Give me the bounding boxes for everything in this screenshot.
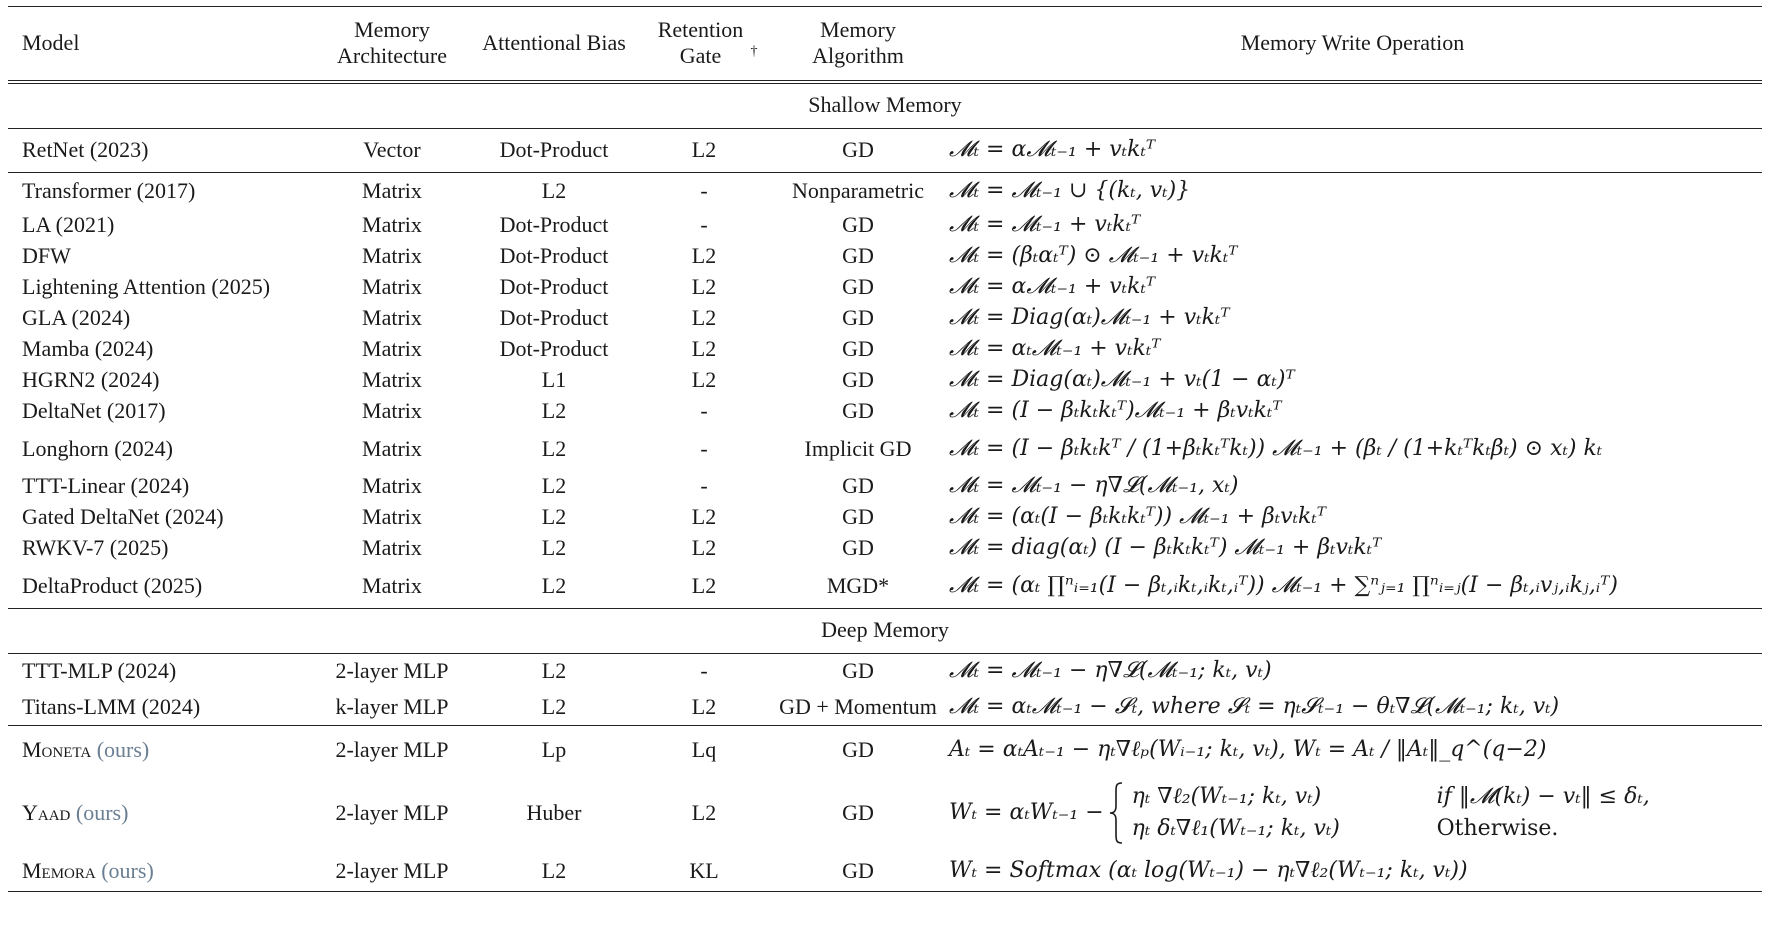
cell-write-op: 𝓜ₜ = diag(αₜ) (I − βₜkₜkₜᵀ) 𝓜ₜ₋₁ + βₜvₜkₜᵀ (949, 535, 1382, 561)
cell-model (8, 775, 311, 851)
cell-write-op: 𝓜ₜ = 𝓜ₜ₋₁ ∪ {(kₜ, vₜ)} (949, 178, 1191, 204)
cell-bias: L2 (541, 398, 567, 424)
section-title: Shallow Memory (8, 82, 1762, 129)
cell-gate: - (700, 178, 708, 204)
ours-tag: (ours) (101, 857, 154, 883)
ours-tag: (ours) (96, 737, 150, 763)
case-list (1132, 784, 1650, 843)
cell-model: Transformer (2017) (22, 178, 196, 204)
cell-algorithm: Implicit GD (804, 435, 912, 461)
cell-architecture: Vector (311, 128, 473, 172)
cell-model: Mamba (2024) (22, 336, 154, 362)
cell-architecture: 2-layer MLP (311, 851, 473, 891)
comparison-table (8, 6, 1762, 892)
table-row (8, 427, 1762, 471)
cell-bias: L2 (473, 653, 635, 689)
cell-algorithm: GD (842, 504, 874, 530)
cell-architecture: k-layer MLP (311, 689, 473, 725)
cell-architecture: Matrix (362, 367, 422, 393)
cell-bias: L2 (541, 504, 567, 530)
cell-model: HGRN2 (2024) (22, 367, 160, 393)
case-2-cond: Otherwise. (1436, 816, 1559, 841)
cell-bias: Dot-Product (499, 305, 609, 331)
header-write-op: Memory Write Operation (943, 7, 1762, 82)
piecewise-formula (949, 782, 1650, 844)
dagger-mark: † (750, 43, 758, 59)
cell-model: DeltaProduct (2025) (8, 564, 311, 608)
case-2-expr: ηₜ δₜ∇ℓ₁(Wₜ₋₁; kₜ, vₜ) (1131, 816, 1340, 841)
cell-architecture: Matrix (362, 473, 422, 499)
cell-algorithm: GD (842, 336, 874, 362)
cell-write-op: 𝓜ₜ = (I − βₜkₜkₜᵀ)𝓜ₜ₋₁ + βₜvₜkₜᵀ (949, 398, 1282, 424)
cell-algorithm: GD (842, 737, 874, 763)
cell-model: TTT-Linear (2024) (22, 473, 190, 499)
cell-bias: Dot-Product (473, 128, 635, 172)
table-row-ours (8, 851, 1762, 891)
cell-algorithm: GD (842, 473, 874, 499)
cell-model (8, 851, 311, 891)
cell-architecture: Matrix (362, 243, 422, 269)
cell-gate: Lq (691, 737, 717, 763)
cell-gate: L2 (691, 274, 717, 300)
cell-write-op: 𝓜ₜ = αₜ𝓜ₜ₋₁ − 𝓢ₜ, where 𝓢ₜ = ηₜ𝓢ₜ₋₁ − θₜ∇𝓛(𝓜ₜ₋₁; kₜ, vₜ) (943, 689, 1762, 725)
table-row (8, 653, 1762, 689)
cell-write-op: 𝓜ₜ = Diag(αₜ)𝓜ₜ₋₁ + vₜ(1 − αₜ)ᵀ (949, 367, 1295, 393)
cell-bias: Lp (541, 737, 567, 763)
cell-model: Titans-LMM (2024) (8, 689, 311, 725)
header-model: Model (8, 7, 311, 82)
cell-algorithm: GD (842, 243, 874, 269)
cell-architecture: Matrix (362, 504, 422, 530)
cell-model: Gated DeltaNet (2024) (22, 504, 224, 530)
section-deep (8, 608, 1762, 653)
cell-algorithm: GD (842, 367, 874, 393)
cell-algorithm: GD (842, 398, 874, 424)
cell-algorithm: GD (773, 851, 943, 891)
cell-gate: L2 (691, 504, 717, 530)
cell-gate: L2 (635, 564, 773, 608)
cell-algorithm: GD (842, 799, 874, 825)
cell-gate: L2 (635, 128, 773, 172)
cell-algorithm: Nonparametric (792, 178, 924, 204)
cell-algorithm: GD (773, 653, 943, 689)
cell-write-op: 𝓜ₜ = (βₜαₜᵀ) ⊙ 𝓜ₜ₋₁ + vₜkₜᵀ (949, 243, 1238, 269)
cell-gate: - (700, 398, 708, 424)
cell-write-op: 𝓜ₜ = (αₜ(I − βₜkₜkₜᵀ)) 𝓜ₜ₋₁ + βₜvₜkₜᵀ (949, 504, 1327, 530)
table-row (8, 241, 1762, 272)
cell-bias: Dot-Product (499, 243, 609, 269)
cell-write-op: Wₜ = Softmax (αₜ log(Wₜ₋₁) − ηₜ∇ℓ₂(Wₜ₋₁; kₜ, vₜ)) (943, 851, 1762, 891)
cell-algorithm: GD + Momentum (773, 689, 943, 725)
cell-model: DFW (22, 243, 71, 269)
cell-bias: L1 (541, 367, 567, 393)
cell-gate: - (700, 473, 708, 499)
cell-gate: L2 (691, 799, 717, 825)
cell-algorithm: MGD* (773, 564, 943, 608)
cell-write-op: 𝓜ₜ = αₜ𝓜ₜ₋₁ + vₜkₜᵀ (949, 336, 1161, 362)
cell-architecture: Matrix (362, 398, 422, 424)
left-brace-icon (1108, 782, 1126, 844)
table-row (8, 471, 1762, 502)
table-row (8, 128, 1762, 172)
cell-write-op (943, 775, 1762, 851)
header-algorithm: Memory Algorithm (773, 7, 943, 82)
cell-bias: Dot-Product (499, 274, 609, 300)
cell-architecture: Matrix (362, 435, 422, 461)
model-name: Yaad (22, 799, 71, 825)
cell-gate: L2 (691, 367, 717, 393)
table-row (8, 303, 1762, 334)
cell-bias: L2 (541, 178, 567, 204)
cell-architecture: 2-layer MLP (335, 737, 449, 763)
model-name: Memora (22, 857, 96, 883)
cell-architecture: 2-layer MLP (335, 799, 449, 825)
cell-bias: L2 (473, 851, 635, 891)
case-1 (1132, 784, 1650, 810)
table-row-ours (8, 725, 1762, 775)
cell-model: RWKV-7 (2025) (22, 535, 169, 561)
table-row (8, 533, 1762, 564)
cell-write-op: Aₜ = αₜAₜ₋₁ − ηₜ∇ℓₚ(Wᵢ₋₁; kₜ, vₜ), Wₜ = Aₜ / ‖Aₜ‖_q^(q−2) (949, 737, 1547, 763)
cell-architecture: Matrix (362, 535, 422, 561)
cell-bias: L2 (473, 689, 635, 725)
cell-bias: L2 (541, 473, 567, 499)
cell-model: LA (2021) (22, 212, 115, 238)
cell-algorithm: GD (842, 212, 874, 238)
cell-bias: Dot-Product (499, 212, 609, 238)
cell-architecture: 2-layer MLP (311, 653, 473, 689)
table-row (8, 689, 1762, 725)
header-retention: Retention Gate † (635, 7, 773, 82)
table-row-ours (8, 775, 1762, 851)
table-row (8, 334, 1762, 365)
cell-architecture: Matrix (362, 212, 422, 238)
table-row (8, 172, 1762, 210)
cell-bias: Dot-Product (499, 336, 609, 362)
cell-model: DeltaNet (2017) (22, 398, 166, 424)
table-row (8, 564, 1762, 608)
cell-architecture: Matrix (362, 274, 422, 300)
cell-write-op: 𝓜ₜ = α𝓜ₜ₋₁ + vₜkₜᵀ (949, 274, 1156, 300)
cell-model: Longhorn (2024) (22, 435, 173, 461)
table-row (8, 396, 1762, 427)
cell-architecture: Matrix (362, 178, 422, 204)
cell-gate: L2 (691, 305, 717, 331)
table-row (8, 502, 1762, 533)
cell-bias: L2 (541, 435, 567, 461)
cell-gate: L2 (635, 689, 773, 725)
section-shallow (8, 82, 1762, 129)
cell-algorithm: GD (842, 305, 874, 331)
cell-architecture: Matrix (311, 564, 473, 608)
cell-bias: L2 (473, 564, 635, 608)
cell-model (8, 725, 311, 775)
cell-model: TTT-MLP (2024) (8, 653, 311, 689)
section-title: Deep Memory (821, 617, 949, 643)
cell-write-op: 𝓜ₜ = 𝓜ₜ₋₁ − η∇𝓛(𝓜ₜ₋₁, xₜ) (949, 473, 1239, 499)
cell-algorithm: GD (773, 128, 943, 172)
table-row (8, 210, 1762, 241)
cell-model: GLA (2024) (22, 305, 131, 331)
case-2 (1132, 816, 1650, 842)
cell-gate: L2 (691, 535, 717, 561)
cell-algorithm: GD (842, 274, 874, 300)
table-row (8, 365, 1762, 396)
model-name: Moneta (22, 737, 92, 763)
cell-gate: - (635, 653, 773, 689)
cell-algorithm: GD (842, 535, 874, 561)
cell-write-op: 𝓜ₜ = (αₜ ∏ⁿᵢ₌₁(I − βₜ,ᵢkₜ,ᵢkₜ,ᵢᵀ)) 𝓜ₜ₋₁ + ∑ⁿⱼ₌₁ ∏ⁿᵢ₌ⱼ(I − βₜ,ᵢvⱼ,ᵢkⱼ,ᵢᵀ) (943, 564, 1762, 608)
cell-bias: Huber (526, 799, 582, 825)
ours-tag: (ours) (75, 799, 129, 825)
cell-gate: L2 (691, 243, 717, 269)
case-1-expr: ηₜ ∇ℓ₂(Wₜ₋₁; kₜ, vₜ) (1131, 783, 1322, 809)
cell-model: RetNet (2023) (8, 128, 311, 172)
cell-gate: L2 (691, 336, 717, 362)
cell-write-op: 𝓜ₜ = 𝓜ₜ₋₁ − η∇𝓛(𝓜ₜ₋₁; kₜ, vₜ) (943, 653, 1762, 689)
case-1-cond: if ‖𝓜(kₜ) − vₜ‖ ≤ δₜ, (1436, 783, 1650, 809)
header-bias: Attentional Bias (473, 7, 635, 82)
cell-write-op: 𝓜ₜ = (I − βₜkₜkᵀ / (1+βₜkₜᵀkₜ)) 𝓜ₜ₋₁ + (βₜ / (1+kₜᵀkₜβₜ) ⊙ xₜ) kₜ (949, 435, 1603, 461)
cell-write-op: 𝓜ₜ = Diag(αₜ)𝓜ₜ₋₁ + vₜkₜᵀ (949, 305, 1230, 331)
cell-write-op: 𝓜ₜ = 𝓜ₜ₋₁ + vₜkₜᵀ (949, 212, 1141, 238)
cell-gate: KL (635, 851, 773, 891)
table-row (8, 272, 1762, 303)
cell-architecture: Matrix (362, 336, 422, 362)
cell-gate: - (700, 435, 708, 461)
cell-architecture: Matrix (362, 305, 422, 331)
cell-model: Lightening Attention (2025) (22, 274, 271, 300)
header-architecture: Memory Architecture (311, 7, 473, 82)
cell-gate: - (700, 212, 708, 238)
cell-bias: L2 (541, 535, 567, 561)
formula-lead: Wₜ = αₜWₜ₋₁ − (949, 799, 1104, 825)
cell-write-op: 𝓜ₜ = α𝓜ₜ₋₁ + vₜkₜᵀ (943, 128, 1762, 172)
header-row (8, 7, 1762, 82)
